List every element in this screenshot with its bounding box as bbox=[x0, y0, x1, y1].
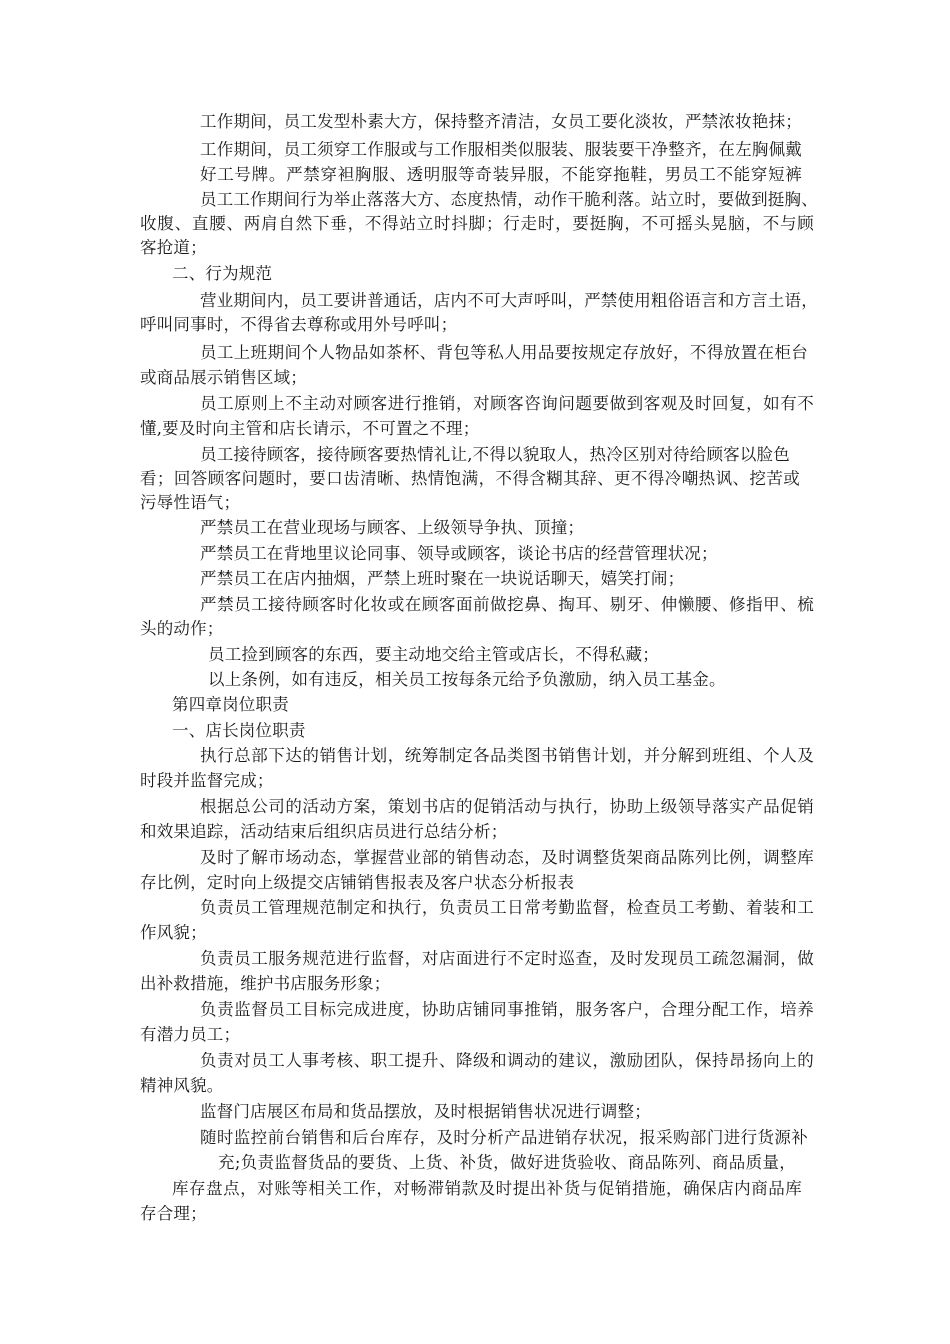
text-line: 员工工作期间行为举止落落大方、态度热情，动作干脆利落。站立时，要做到挺胸、 bbox=[200, 190, 818, 209]
text-line: 严禁员工在营业现场与顾客、上级领导争执、顶撞； bbox=[200, 518, 585, 537]
text-line: 执行总部下达的销售计划，统筹制定各品类图书销售计划，并分解到班组、个人及 bbox=[200, 746, 814, 765]
text-line: 监督门店展区布局和货品摆放，及时根据销售状况进行调整； bbox=[200, 1102, 651, 1121]
section-heading: 一、店长岗位职责 bbox=[172, 721, 306, 740]
text-line: 库存盘点，对账等相关工作，对畅滞销款及时提出补货与促销措施，确保店内商品库 bbox=[172, 1179, 802, 1198]
text-line: 员工捡到顾客的东西，要主动地交给主管或店长，不得私藏； bbox=[208, 645, 659, 664]
chapter-heading: 第四章岗位职责 bbox=[172, 695, 289, 714]
text-line: 营业期间内，员工要讲普通话，店内不可大声呼叫，严禁使用粗俗语言和方言土语， bbox=[200, 291, 818, 310]
text-line: 或商品展示销售区域； bbox=[140, 368, 307, 387]
text-line: 工作期间，员工发型朴素大方，保持整齐清洁，女员工要化淡妆，严禁浓妆艳抹； bbox=[200, 112, 802, 131]
text-line: 及时了解市场动态，掌握营业部的销售动态，及时调整货架商品陈列比例，调整库 bbox=[200, 848, 814, 867]
text-line: 充;负责监督货品的要货、上货、补货，做好进货验收、商品陈列、商品质量， bbox=[218, 1153, 796, 1172]
text-line: 精神风貌。 bbox=[140, 1076, 224, 1095]
text-line: 客抢道； bbox=[140, 238, 207, 257]
text-line: 负责监督员工目标完成进度，协助店铺同事推销，服务客户，合理分配工作，培养 bbox=[200, 1000, 814, 1019]
text-line: 工作期间，员工须穿工作服或与工作服相类似服装、服装要干净整齐，在左胸佩戴 bbox=[200, 140, 802, 159]
text-line: 负责员工服务规范进行监督，对店面进行不定时巡查，及时发现员工疏忽漏洞，做 bbox=[200, 949, 814, 968]
text-line: 懂,要及时向主管和店长请示，不可置之不理； bbox=[140, 419, 480, 438]
text-line: 存合理； bbox=[140, 1204, 207, 1223]
text-line: 收腹、直腰、两肩自然下垂，不得站立时抖脚；行走时，要挺胸，不可摇头晃脑，不与顾 bbox=[140, 214, 814, 233]
text-line: 和效果追踪，活动结束后组织店员进行总结分析； bbox=[140, 822, 508, 841]
text-line: 呼叫同事时，不得省去尊称或用外号呼叫； bbox=[140, 315, 458, 334]
text-line: 出补救措施，维护书店服务形象； bbox=[140, 974, 391, 993]
text-line: 以上条例，如有违反，相关员工按每条元给予负激励，纳入员工基金。 bbox=[208, 670, 726, 689]
text-line: 严禁员工接待顾客时化妆或在顾客面前做挖鼻、掏耳、剔牙、伸懒腰、修指甲、梳 bbox=[200, 595, 814, 614]
text-line: 员工原则上不主动对顾客进行推销，对顾客咨询问题要做到客观及时回复，如有不 bbox=[200, 394, 814, 413]
text-line: 根据总公司的活动方案，策划书店的促销活动与执行，协助上级领导落实产品促销 bbox=[200, 797, 814, 816]
text-line: 时段并监督完成； bbox=[140, 771, 274, 790]
text-line: 随时监控前台销售和后台库存，及时分析产品进销存状况，报采购部门进行货源补 bbox=[200, 1128, 808, 1147]
text-line: 员工接待顾客，接待顾客要热情礼让,不得以貌取人，热冷区别对待给顾客以脸色 bbox=[200, 445, 790, 464]
text-line: 看；回答顾客问题时，要口齿清晰、热情饱满，不得含糊其辞、更不得冷嘲热讽、挖苦或 bbox=[140, 469, 800, 488]
text-line: 员工上班期间个人物品如茶杯、背包等私人用品要按规定存放好，不得放置在柜台 bbox=[200, 343, 808, 362]
text-line: 严禁员工在背地里议论同事、领导或顾客，谈论书店的经营管理状况； bbox=[200, 544, 718, 563]
text-line: 好工号牌。严禁穿袒胸服、透明服等奇装异服，不能穿拖鞋，男员工不能穿短裤 bbox=[200, 165, 802, 184]
text-line: 头的动作； bbox=[140, 619, 224, 638]
text-line: 存比例，定时向上级提交店铺销售报表及客户状态分析报表 bbox=[140, 873, 575, 892]
section-heading: 二、行为规范 bbox=[172, 264, 273, 283]
text-line: 负责对员工人事考核、职工提升、降级和调动的建议，激励团队，保持昂扬向上的 bbox=[200, 1051, 814, 1070]
text-line: 作风貌； bbox=[140, 923, 207, 942]
text-line: 严禁员工在店内抽烟，严禁上班时聚在一块说话聊天，嬉笑打闹； bbox=[200, 569, 685, 588]
text-line: 有潜力员工； bbox=[140, 1025, 241, 1044]
text-line: 污辱性语气； bbox=[140, 493, 241, 512]
text-line: 负责员工管理规范制定和执行，负责员工日常考勤监督，检查员工考勤、着装和工 bbox=[200, 898, 814, 917]
